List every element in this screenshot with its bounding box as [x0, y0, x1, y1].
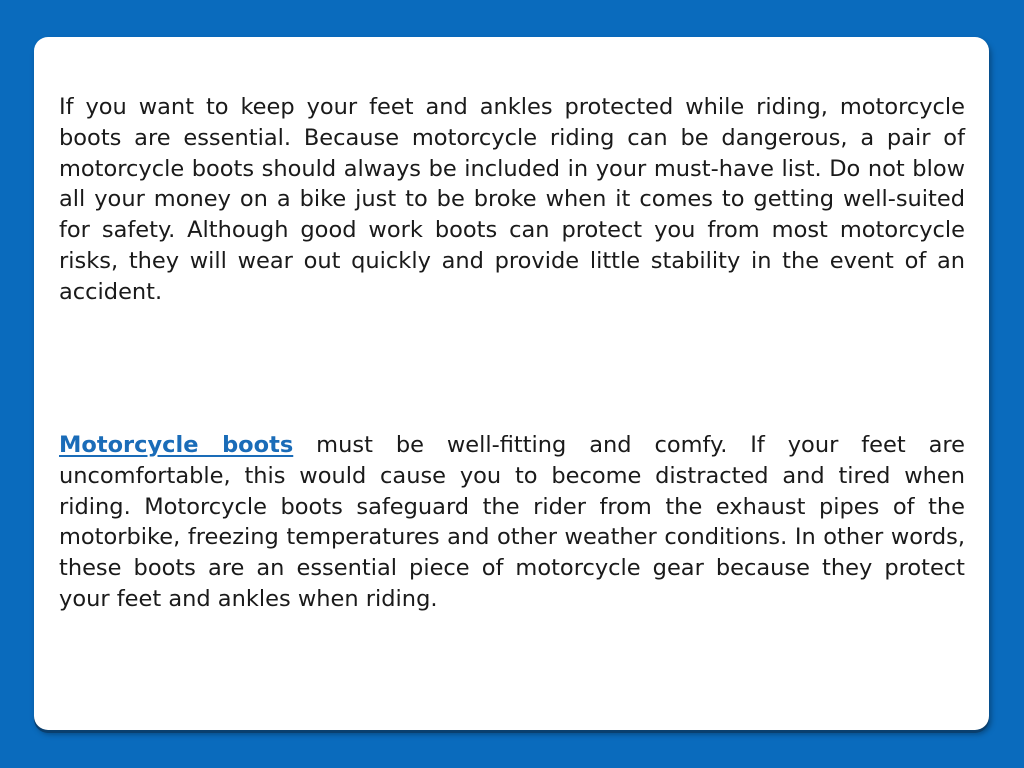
paragraph-intro: If you want to keep your feet and ankles protected while riding, motorcycle boots are essential. Because motorcycle riding can be dangerous, a pair of motorcycle boots should always be included in your must-have list. Do not blow all your money on a bike just to be broke when it comes to getting well-suited for safety. Although good work boots can protect you from most motorcycle risks, they will wear out quickly and provide little stability in the event of an accident.	[59, 94, 965, 305]
paragraph-boots-fit-text: must be well-fitting and comfy. If your feet are uncomfortable, this would cause you to become distracted and tired when riding. Motorcycle boots safeguard the rider from the exhaust pipes of the motorbike, freezing temperatures and other weather conditions. In other words, these boots are an essential piece of motorcycle gear because they protect your feet and ankles when riding.	[59, 432, 965, 612]
slide-card	[34, 37, 989, 730]
paragraph-boots-fit	[59, 430, 965, 615]
motorcycle-boots-link[interactable]: Motorcycle boots	[59, 432, 294, 458]
